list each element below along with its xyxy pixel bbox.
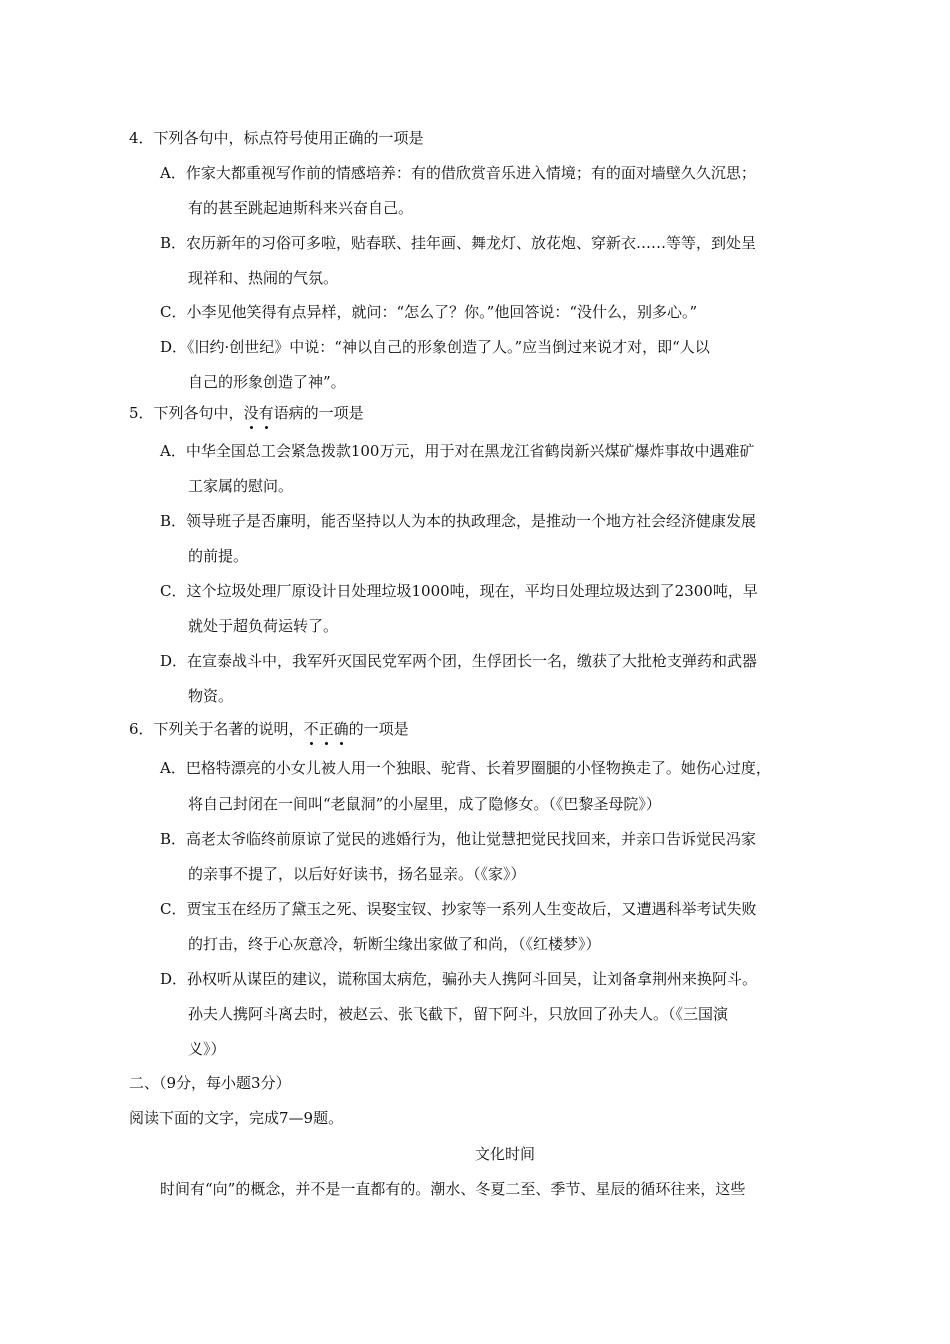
section-instruction: 阅读下面的文字，完成7—9题。 <box>129 1109 344 1127</box>
question-4-option-c: C．小李见他笑得有点异样，就问：“怎么了？你。”他回答说：“没什么，别多心。” <box>160 303 698 321</box>
question-6-option-b: B．高老太爷临终前原谅了觉民的逃婚行为，他让觉慧把觉民找回来，并亲口告诉觉民冯家 <box>160 830 757 848</box>
question-6-option-d: D．孙权听从谋臣的建议，谎称国太病危，骗孙夫人携阿斗回吴，让刘备拿荆州来换阿斗。 <box>160 970 758 988</box>
question-4-option-d-cont: 自己的形象创造了神”。 <box>188 373 346 391</box>
question-6-option-c-cont: 的打击，终于心灰意冷，斩断尘缘出家做了和尚，（《红楼梦》） <box>188 935 601 953</box>
question-6-option-d-cont2: 义》） <box>188 1040 226 1058</box>
question-4-option-a: A．作家大都重视写作前的情感培养：有的借欣赏音乐进入情境；有的面对墙壁久久沉思； <box>160 164 756 182</box>
section-heading: 二、（9分，每小题3分） <box>129 1074 291 1092</box>
question-6-option-c: C．贾宝玉在经历了黛玉之死、误娶宝钗、抄家等一系列人生变故后，又遭遇科举考试失败 <box>160 900 757 918</box>
question-5-option-b: B．领导班子是否廉明，能否坚持以人为本的执政理念，是推动一个地方社会经济健康发展 <box>160 512 757 530</box>
question-4-option-a-cont: 有的甚至跳起迪斯科来兴奋自己。 <box>188 199 414 217</box>
question-4-option-d: D．《旧约·创世纪》中说：“神以自己的形象创造了人。”应当倒过来说才对，即“人以 <box>160 338 710 356</box>
question-5-option-a-cont: 工家属的慰问。 <box>188 477 294 495</box>
question-6-option-a-cont: 将自己封闭在一间叫“老鼠洞”的小屋里，成了隐修女。（《巴黎圣母院》） <box>188 795 661 813</box>
emphasis-char: 不 <box>303 720 319 738</box>
question-4-option-b: B．农历新年的习俗可多啦，贴春联、挂年画、舞龙灯、放花炮、穿新衣……等等，到处呈 <box>160 234 757 252</box>
question-6-stem: 6．下列关于名著的说明，不正确的一项是 <box>129 720 409 738</box>
question-5-option-d-cont: 物资。 <box>188 687 234 705</box>
question-5-option-c-cont: 就处于超负荷运转了。 <box>188 617 339 635</box>
emphasis-char: 正 <box>318 720 334 738</box>
question-5-option-b-cont: 的前提。 <box>188 547 249 565</box>
question-6-option-a: A．巴格特漂亮的小女儿被人用一个独眼、驼背、长着罗圈腿的小怪物换走了。她伤心过度， <box>160 759 771 777</box>
question-5-stem: 5．下列各句中，没有语病的一项是 <box>129 404 364 422</box>
question-4-stem: 4．下列各句中，标点符号使用正确的一项是 <box>129 129 424 147</box>
article-paragraph: 时间有“向”的概念，并不是一直都有的。潮水、冬夏二至、季节、星辰的循环往来，这些 <box>160 1180 746 1198</box>
question-6-option-d-cont: 孙夫人携阿斗离去时，被赵云、张飞截下，留下阿斗，只放回了孙夫人。（《三国演 <box>188 1005 729 1023</box>
emphasis-char: 确 <box>333 720 349 738</box>
article-title: 文化时间 <box>474 1145 535 1163</box>
emphasis-char: 没 <box>243 404 259 422</box>
question-6-option-b-cont: 的亲事不提了，以后好好读书，扬名显亲。（《家》） <box>188 865 526 883</box>
question-5-option-d: D．在宣泰战斗中，我军歼灭国民党军两个团，生俘团长一名，缴获了大批枪支弹药和武器 <box>160 652 758 670</box>
emphasis-char: 有 <box>258 404 274 422</box>
question-5-option-c: C．这个垃圾处理厂原设计日处理垃圾1000吨，现在，平均日处理垃圾达到了2300吨，早 <box>160 582 758 600</box>
question-5-option-a: A．中华全国总工会紧急拨款100万元，用于对在黑龙江省鹤岗新兴煤矿爆炸事故中遇难矿 <box>160 442 755 460</box>
question-4-option-b-cont: 现祥和、热闹的气氛。 <box>188 269 339 287</box>
